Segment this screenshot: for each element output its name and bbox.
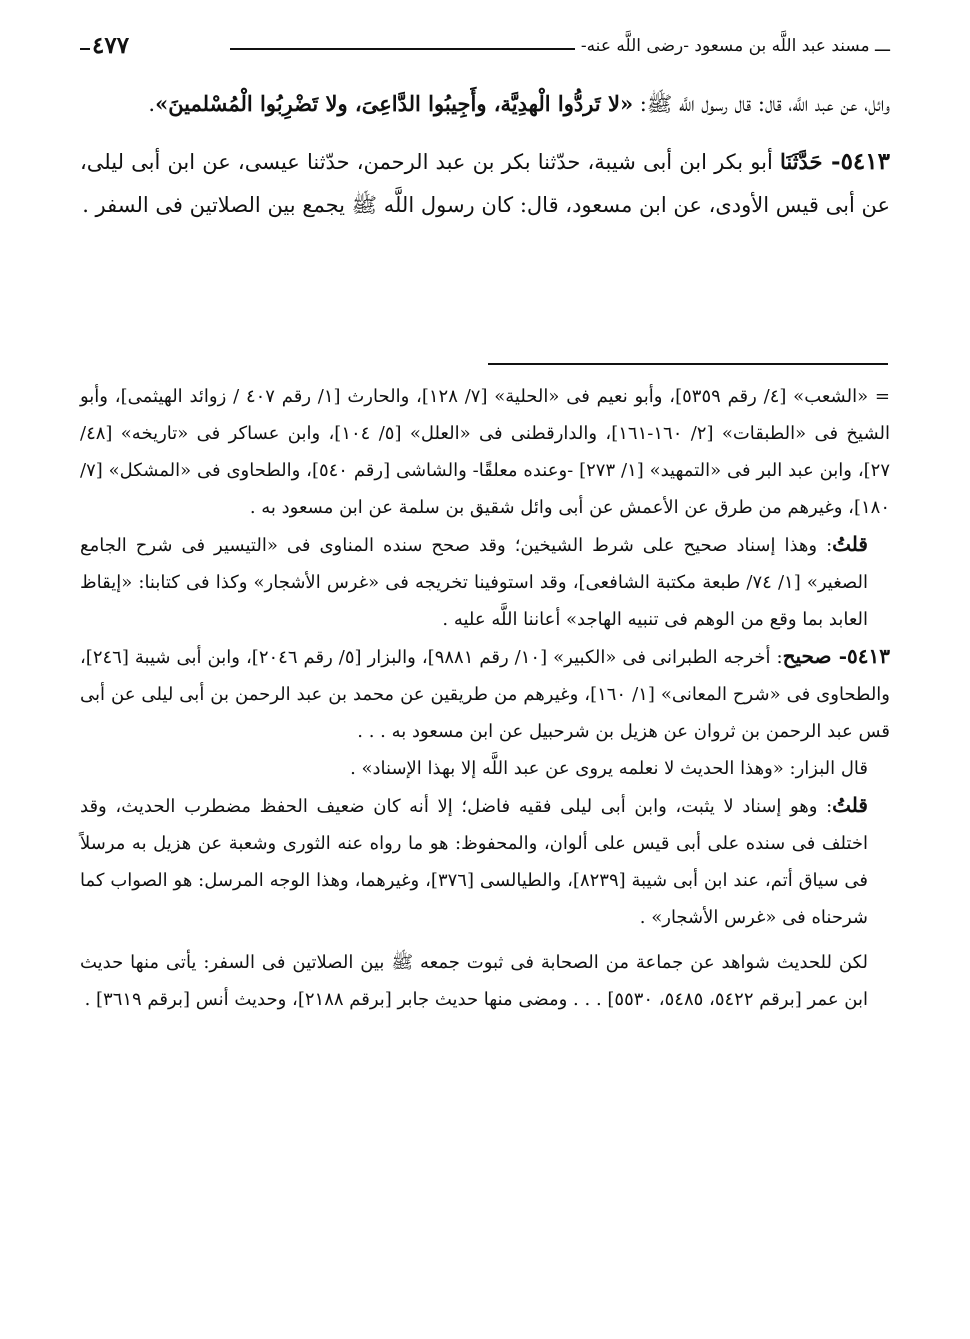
hadith-text: أبو بكر ابن أبى شيبة، حدّثنا بكر بن عبد الرحمن، حدّثنا عيسى، عن ابن أبى ليلى، عن أبى قيس الأودى، عن ابن مسعود، قال: كان رسول اللَّه ﷺ يجمع بين الصلاتين فى السفر . <box>80 150 890 217</box>
hadith-isnad-tail: وائل، عن عبد اللَّه، قال: قال رسول اللَّه ﷺ: <box>633 92 890 116</box>
footnote-comment <box>80 526 890 638</box>
main-text <box>80 82 890 241</box>
hadith-5413 <box>80 140 890 227</box>
page-number: ٤٧٧ <box>92 32 130 59</box>
footnote-continued: = «الشعب» [٤/ رقم ٥٣٥٩]، وأبو نعيم فى «الحلية» [٧/ ١٢٨]، والحارث [١/ رقم ٤٠٧ / زوائد الهيثمى]، وأبو الشيخ فى «الطبقات» [٢/ ١٦٠-١٦١]، والدارقطنى فى «العلل» [٥/ ١٠٤]، وابن عساكر فى «تاريخه» [٤٨/ ٢٧]، وابن عبد البر فى «التمهيد» [١/ ٢٧٣] -وعنده معلقًا- والشاشى [رقم ٥٤٠]، والطحاوى فى «المشكل» [٧/ ١٨٠]، وغيرهم من طرق عن الأعمش عن أبى وائل شقيق بن سلمة عن ابن مسعود به . <box>80 386 891 518</box>
header-title: ـــ مسند عبد اللَّه بن مسعود -رضى اللَّه عنه- <box>580 36 890 56</box>
shawahid-note: لكن للحديث شواهد عن جماعة من الصحابة فى ثبوت جمعه ﷺ بين الصلاتين فى السفر: يأتى منها حديث ابن عمر [برقم ٥٤٢٢، ٥٤٨٥، ٥٥٣٠] . . . ومضى منها حديث جابر [برقم ٢١٨٨]، وحديث أنس [برقم ٣٦١٩] . <box>80 952 868 1010</box>
header-rule <box>230 48 575 50</box>
running-header <box>80 32 890 60</box>
hadith-end: . <box>148 92 156 116</box>
qultu-label-2: قلتُ <box>832 793 868 817</box>
grade-label: صحيح <box>782 644 832 668</box>
footnote-comment-2 <box>80 787 890 936</box>
haddathana-word: حَدَّثَنَا <box>779 149 823 174</box>
hadith-continuation <box>80 82 890 126</box>
footnotes <box>80 378 890 1018</box>
qultu-label: قلتُ <box>832 532 868 556</box>
header-dash <box>80 48 90 50</box>
footnote-number: ٥٤١٣- <box>831 644 890 668</box>
bazzar-quote: قال البزار: «وهذا الحديث لا نعلمه يروى عن عبد اللَّه إلا بهذا الإسناد» . <box>350 758 868 779</box>
footnote-comment-text: : وهذا إسناد صحيح على شرط الشيخين؛ وقد صحح سنده المناوى فى «التيسير فى شرح الجامع الصغير» [١/ ٧٤/ طبعة مكتبة الشافعى]، وقد استوفينا تخريجه فى «غرس الأشجار» وكذا فى كتابنا: «إيقاظ العابد بما وقع من الوهم فى تنبيه الهاجد» أعاننا اللَّه عليه . <box>80 535 868 630</box>
footnote-separator <box>488 363 888 365</box>
footnote-5413 <box>80 638 890 750</box>
footnote-5413-text: : أخرجه الطبرانى فى «الكبير» [١٠/ رقم ٩٨٨١]، والبزار [٥/ رقم ٢٠٤٦]، وابن أبى شيبة [٢٤٦]، والطحاوى فى «شرح المعانى» [١/ ١٦٠]، وغيرهم من طريقين عن محمد بن عبد الرحمن بن أبى ليلى عن أبى قس عبد الرحمن بن ثروان عن هزيل بن شرحبيل عن ابن مسعود به . . . <box>80 647 890 742</box>
hadith-matn: «لا تَردُّوا الْهدِيَّة، وأَجِيبُوا الدَّاعِىَ، ولا تَضْرِبُوا الْمُسْلمينَ» <box>155 91 634 116</box>
hadith-number: ٥٤١٣- <box>822 148 890 175</box>
footnote-comment-2-text: : وهو إسناد لا يثبت، وابن أبى ليلى فقيه فاضل؛ إلا أنه كان ضعيف الحفظ مضطرب الحديث، وقد اختلف فى سنده على أبى قيس على ألوان، والمحفوظ: هو ما رواه عنه الثورى وشعبة عن هزيل به مرسلاً فى سياق أتم، عند ابن أبى شيبة [٨٢٣٩]، والطيالسى [٣٧٦]، وغيرهما، وهذا الوجه المرسل: هو الصواب كما شرحناه فى «غرس الأشجار» . <box>80 796 869 928</box>
